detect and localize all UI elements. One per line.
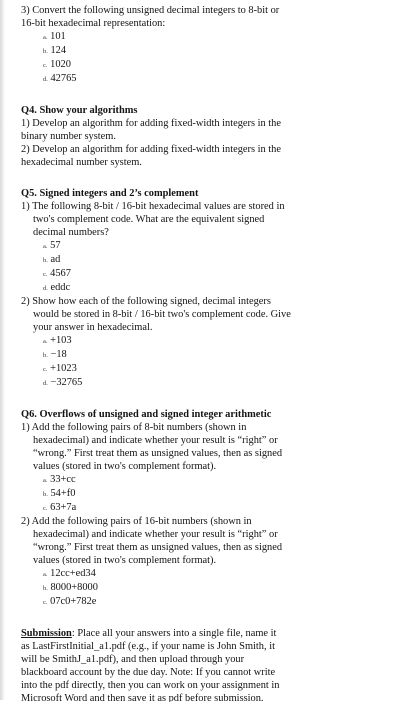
question-6 bbox=[21, 408, 389, 609]
q6-line: 2) Add the following pairs of 16-bit numbers (shown in bbox=[21, 516, 252, 527]
list-item: c. 4567 bbox=[43, 268, 71, 279]
list-item: d. 42765 bbox=[43, 73, 77, 84]
q6-line: values (stored in two's complement format). bbox=[33, 461, 217, 472]
question-3 bbox=[21, 4, 389, 86]
q6-line: hexadecimal) and indicate whether your result is “right” or bbox=[33, 529, 278, 540]
list-item: a. 101 bbox=[43, 31, 66, 42]
submission-line: into the pdf directly, then you can work on your assignment in bbox=[21, 680, 280, 691]
submission-line: as LastFirstInitial_a1.pdf (e.g., if your name is John Smith, it bbox=[21, 641, 275, 652]
list-item: c. 63+7a bbox=[43, 502, 77, 513]
q5-line: decimal numbers? bbox=[33, 227, 109, 238]
question-4 bbox=[21, 104, 389, 169]
list-item: c. +1023 bbox=[43, 363, 77, 374]
list-item: d. −32765 bbox=[43, 377, 83, 388]
list-item: a. 12cc+ed34 bbox=[43, 568, 96, 579]
q3-line: 3) Convert the following unsigned decimal integers to 8-bit or bbox=[21, 5, 280, 16]
list-item: c. 07c0+782e bbox=[43, 596, 97, 607]
list-item: d. eddc bbox=[43, 282, 71, 293]
q5-line: two's complement code. What are the equivalent signed bbox=[33, 214, 265, 225]
q3-line: 16-bit hexadecimal representation: bbox=[21, 18, 166, 29]
q4-line: 1) Develop an algorithm for adding fixed-width integers in the bbox=[21, 118, 281, 129]
list-item: a. 57 bbox=[43, 240, 61, 251]
submission-note bbox=[21, 627, 389, 702]
list-item: b. 124 bbox=[43, 45, 67, 56]
section-heading: Q4. Show your algorithms bbox=[21, 105, 138, 116]
section-heading: Q5. Signed integers and 2’s complement bbox=[21, 188, 199, 199]
submission-line: Submission: Place all your answers into a single file, name it bbox=[21, 628, 277, 639]
submission-line: will be SmithJ_a1.pdf), and then upload through your bbox=[21, 654, 245, 665]
submission-line: blackboard account by the due day. Note: If you cannot write bbox=[21, 667, 276, 678]
page-edge-shadow bbox=[0, 0, 5, 700]
list-item: c. 1020 bbox=[43, 59, 71, 70]
submission-label: Submission bbox=[21, 628, 72, 639]
list-item: b. −18 bbox=[43, 349, 67, 360]
q6-line: “wrong.” First treat them as unsigned values, then as signed bbox=[33, 542, 283, 553]
q4-line: binary number system. bbox=[21, 131, 116, 142]
list-item: b. 8000+8000 bbox=[43, 582, 98, 593]
q5-line: 2) Show how each of the following signed, decimal integers bbox=[21, 296, 271, 307]
q5-line: would be stored in 8-bit / 16-bit two's complement code. Give bbox=[33, 309, 291, 320]
q6-line: “wrong.” First treat them as unsigned values, then as signed bbox=[33, 448, 283, 459]
section-heading: Q6. Overflows of unsigned and signed integer arithmetic bbox=[21, 409, 272, 420]
q6-line: hexadecimal) and indicate whether your result is “right” or bbox=[33, 435, 278, 446]
q5-line: your answer in hexadecimal. bbox=[33, 322, 153, 333]
q5-line: 1) The following 8-bit / 16-bit hexadecimal values are stored in bbox=[21, 201, 285, 212]
q6-line: values (stored in two's complement format). bbox=[33, 555, 217, 566]
q6-line: 1) Add the following pairs of 8-bit numbers (shown in bbox=[21, 422, 247, 433]
list-item: a. +103 bbox=[43, 335, 72, 346]
list-item: b. 54+f0 bbox=[43, 488, 76, 499]
list-item: b. ad bbox=[43, 254, 61, 265]
q4-line: hexadecimal number system. bbox=[21, 157, 142, 168]
question-5 bbox=[21, 187, 389, 390]
submission-line: Microsoft Word and then save it as pdf before submission. bbox=[21, 693, 264, 702]
list-item: a. 33+cc bbox=[43, 474, 76, 485]
q4-line: 2) Develop an algorithm for adding fixed-width integers in the bbox=[21, 144, 281, 155]
